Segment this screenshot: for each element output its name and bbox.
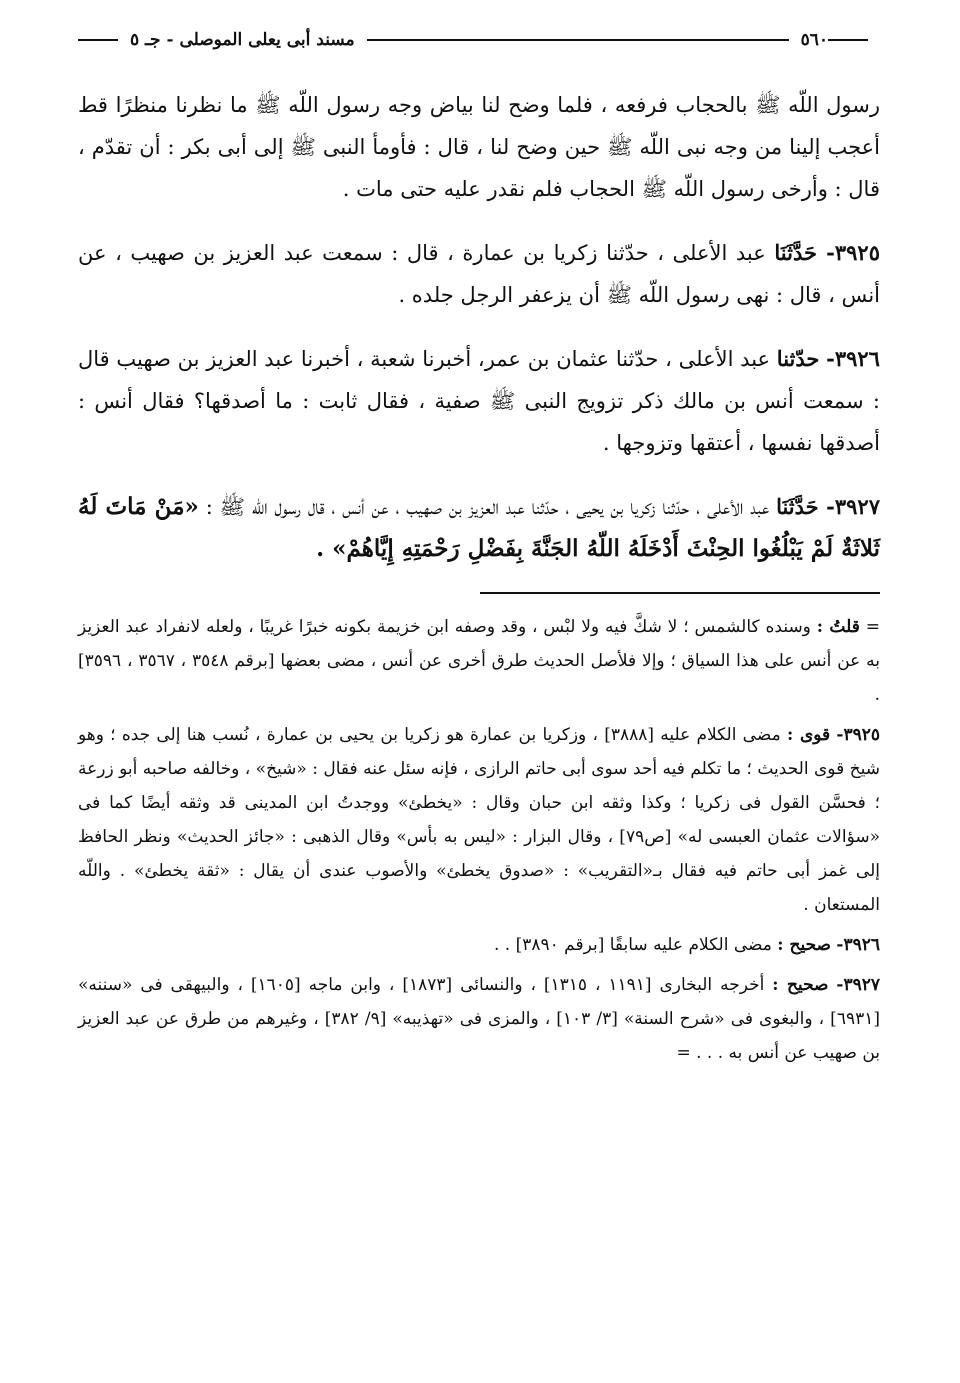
footnote-number: ٣٩٢٧-	[836, 975, 880, 995]
paragraph-text: عبد الأعلى ، حدّثنا زكريا بن يحيى ، حدّثنا عبد العزيز بن صهيب ، عن أنس ، قال رسول اللّه ﷺ :	[205, 495, 770, 519]
hadith-number: ٣٩٢٧	[834, 494, 880, 519]
footnote-number: ٣٩٢٦-	[836, 935, 880, 955]
footnote-grade: صحيح :	[772, 975, 829, 995]
hadith-chain-word: حَدَّثَنَا	[774, 240, 817, 265]
hadith-3925: ٣٩٢٥- حَدَّثَنَا عبد الأعلى ، حدّثنا زكريا بن عمارة ، قال : سمعت عبد العزيز بن صهيب ، عن أنس ، قال : نهى رسول اللّه ﷺ أن يزعفر الرجل جلده .	[78, 240, 880, 307]
page-number: ٥٦٠	[800, 30, 828, 50]
running-head: مسند أبى يعلى الموصلى - جـ ٥	[130, 30, 355, 50]
hadith-number: ٣٩٢٦	[834, 346, 880, 371]
footnote-3925	[78, 718, 880, 922]
header-rule-right	[828, 39, 868, 41]
header-rule	[367, 39, 789, 41]
footnote-text: مضى الكلام عليه سابقًا [برقم ٣٨٩٠] . .	[493, 935, 772, 955]
footnote-text: أخرجه البخارى [١١٩١ ، ١٣١٥] ، والنسائى [١٨٧٣] ، وابن ماجه [١٦٠٥] ، والبيهقى فى «سننه» [٦٩٣١] ، والبغوى فى «شرح السنة» [٣/ ١٠٣] ، والمزى فى «تهذيبه» [٩/ ٣٨٢] ، وغيرهم من طرق عن عبد العزيز بن صهيب عن أنس به . . .	[78, 975, 880, 1063]
page-header	[78, 18, 880, 62]
footnote-3926	[78, 928, 880, 962]
hadith-chain-word: حدّثنا	[776, 346, 820, 371]
footnote-grade: قوى :	[786, 725, 831, 745]
footnote-continued	[78, 610, 880, 712]
footnote-number: ٣٩٢٥-	[836, 725, 880, 745]
header-rule-left	[78, 39, 118, 41]
footnotes	[78, 610, 880, 1070]
footnote-3927	[78, 968, 880, 1070]
footnote-grade: صحيح :	[777, 935, 831, 955]
footnote-text: وسنده كالشمس ؛ لا شكَّ فيه ولا لبْس ، وقد وصفه ابن خزيمة بكونه خبرًا غريبًا ، ولعله لانفراد عبد العزيز به عن أنس على هذا السياق ؛ وإلا فلأصل الحديث طرق أخرى عن أنس ، مضى بعضها [برقم ٣٥٤٨ ، ٣٥٦٧ ، ٣٥٩٦] .	[78, 617, 880, 705]
paragraph-text: عبد الأعلى ، حدّثنا عثمان بن عمر، أخبرنا شعبة ، أخبرنا عبد العزيز بن صهيب قال : سمعت أنس بن مالك ذكر تزويج النبى ﷺ صفية ، فقال ثابت : ما أصدقها؟ فقال أنس : أصدقها نفسها ، أعتقها وتزوجها .	[78, 347, 880, 455]
hadith-text	[78, 84, 880, 570]
paragraph-text: رسول اللّه ﷺ بالحجاب فرفعه ، فلما وضح لنا بياض وجه رسول اللّه ﷺ ما نظرنا منظرًا قط أعجب إلينا من وجه نبى اللّه ﷺ حين وضح لنا ، قال : فأومأ النبى ﷺ إلى أبى بكر : أن تقدّم ، قال : وأرخى رسول اللّه ﷺ الحجاب فلم نقدر عليه حتى مات .	[78, 93, 880, 201]
prophetic-quote: «مَنْ مَاتَ لَهُ ثَلاثَةٌ لَمْ يَبْلُغُوا الحِنْثَ أَدْخَلَهُ اللّهُ الجَنَّةَ بِفَضْلِ رَحْمَتِهِ إِيَّاهُمْ» .	[78, 493, 880, 562]
book-page	[0, 18, 960, 1383]
continuation-mark: =	[676, 1043, 691, 1063]
hadith-3927: ٣٩٢٧- حَدَّثَنَا عبد الأعلى ، حدّثنا زكريا بن يحيى ، حدّثنا عبد العزيز بن صهيب ، عن أنس ، قال رسول اللّه ﷺ : «مَنْ مَاتَ لَهُ ثَلاثَةٌ لَمْ يَبْلُغُوا الحِنْثَ أَدْخَلَهُ اللّهُ الجَنَّةَ بِفَضْلِ رَحْمَتِهِ إِيَّاهُمْ» .	[78, 493, 880, 562]
hadith-number: ٣٩٢٥	[834, 240, 880, 265]
paragraph-text: عبد الأعلى ، حدّثنا زكريا بن عمارة ، قال : سمعت عبد العزيز بن صهيب ، عن أنس ، قال : نهى رسول اللّه ﷺ أن يزعفر الرجل جلده .	[78, 241, 880, 307]
hadith-continuation	[78, 84, 880, 210]
footnote-separator	[480, 592, 880, 594]
footnote-text: مضى الكلام عليه [٣٨٨٨] ، وزكريا بن عمارة هو زكريا بن يحيى بن عمارة ، نُسب هنا إلى جده ؛ وهو شيخ قوى الحديث ؛ ما تكلم فيه أحد سوى أبى حاتم الرازى ، فإنه سئل عنه فقال : «شيخ» ، وخالفه صاحبه أبو زرعة ؛ فحسَّن القول فى زكريا ؛ وكذا وثقه ابن حبان وقال : «يخطئ» ووجدتُ ابن المدينى قد وثقه أيضًا كما فى «سؤالات عثمان العبسى له» [ص٧٩] ، وقال البزار : «ليس به بأس» وقال الذهبى : «جائز الحديث» ونظر الحافظ إلى غمز أبى حاتم فيه فقال بـ«التقريب» : «صدوق يخطئ» والأصوب عندى أن يقال : «ثقة يخطئ» . واللّه المستعان .	[78, 725, 880, 915]
hadith-chain-word: حَدَّثَنَا	[776, 494, 819, 519]
hadith-3926: ٣٩٢٦- حدّثنا عبد الأعلى ، حدّثنا عثمان بن عمر، أخبرنا شعبة ، أخبرنا عبد العزيز بن صهيب قال : سمعت أنس بن مالك ذكر تزويج النبى ﷺ صفية ، فقال ثابت : ما أصدقها؟ فقال أنس : أصدقها نفسها ، أعتقها وتزوجها .	[78, 346, 880, 455]
footnote-grade: قلتُ :	[816, 617, 860, 637]
footnote-marker: =	[865, 617, 881, 637]
